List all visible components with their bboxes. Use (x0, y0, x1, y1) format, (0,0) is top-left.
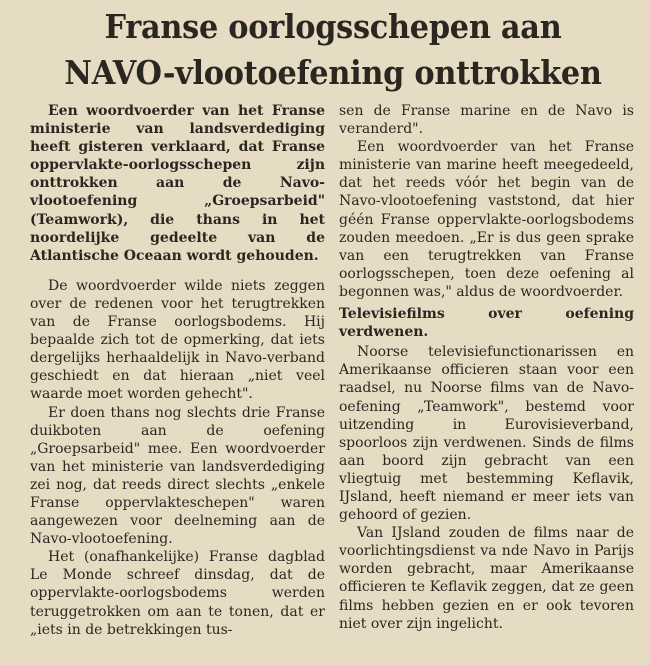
headline-line-1: Franse oorlogsschepen aan (104, 7, 562, 46)
paragraph-continued: sen de Franse marine en de Navo is veranderd". (339, 103, 634, 138)
column-left (30, 102, 325, 639)
paragraph: Noorse televisiefunctionarissen en Amerikaanse officieren staan voor een raadsel, nu Noorse films van de Navo-oefening „Teamwork", bestemd voor uitzending in Eurovisieverband, spoorloos zijn verdwenen. Sinds de films aan boord zijn gebracht van een vliegtuig met bestemming Keflavik, IJsland, heeft niemand er meer iets van gehoord of gezien. (339, 344, 634, 524)
column-right (339, 102, 634, 639)
subheading: Televisiefilms over oefening verdwenen. (339, 306, 634, 341)
paragraph: Van IJsland zouden de films naar de voorlichtingsdienst va nde Navo in Parijs worden gebracht, maar Amerikaanse officieren te Keflavik zeggen, dat ze geen films hebben gezien en er ook tevoren niet over zijn ingelicht. (339, 525, 634, 632)
article-columns (30, 102, 636, 639)
paragraph: Een woordvoerder van het Franse ministerie van marine heeft meegedeeld, dat het reeds vóór het begin van de Navo-vlootoefening vaststond, dat hier géén Franse oppervlakte-oorlogsbodems zouden meedoen. „Er is dus geen sprake van een terugtrekken van Franse oorlogsschepen, toen deze oefening al begonnen was," aldus de woordvoerder. (339, 139, 634, 300)
headline-line-2: NAVO-vlootoefening onttrokken (64, 53, 602, 92)
paragraph: Er doen thans nog slechts drie Franse duikboten aan de oefening „Groepsarbeid" mee. Een woordvoerder van het ministerie van landsverdediging zei nog, dat reeds direct slechts „enkele Franse oppervlakteschepen" waren aangewezen voor deelneming aan de Navo-vlootoefening. (30, 404, 325, 548)
paragraph: Het (onafhankelijke) Franse dagblad Le Monde schreef dinsdag, dat de oppervlakte-oorlogsbodems werden teruggetrokken om aan te tonen, dat er „iets in de betrekkingen tus- (30, 549, 325, 638)
headline (54, 4, 612, 96)
paragraph: De woordvoerder wilde niets zeggen over de redenen voor het terugtrekken van de Franse oorlogsbodems. Hij bepaalde zich tot de opmerking, dat iets dergelijks herhaaldelijk in Navo-verband geschiedt en dat hieraan „niet veel waarde moet worden gehecht". (30, 277, 325, 403)
lead-paragraph: Een woordvoerder van het Franse ministerie van landsverdediging heeft gisteren verklaard, dat Franse oppervlakte-oorlogsschepen zijn onttrokken aan de Navo-vlootoefening „Groepsarbeid" (Teamwork), die thans in het noordelijke gedeelte van de Atlantische Oceaan wordt gehouden. (30, 103, 325, 264)
